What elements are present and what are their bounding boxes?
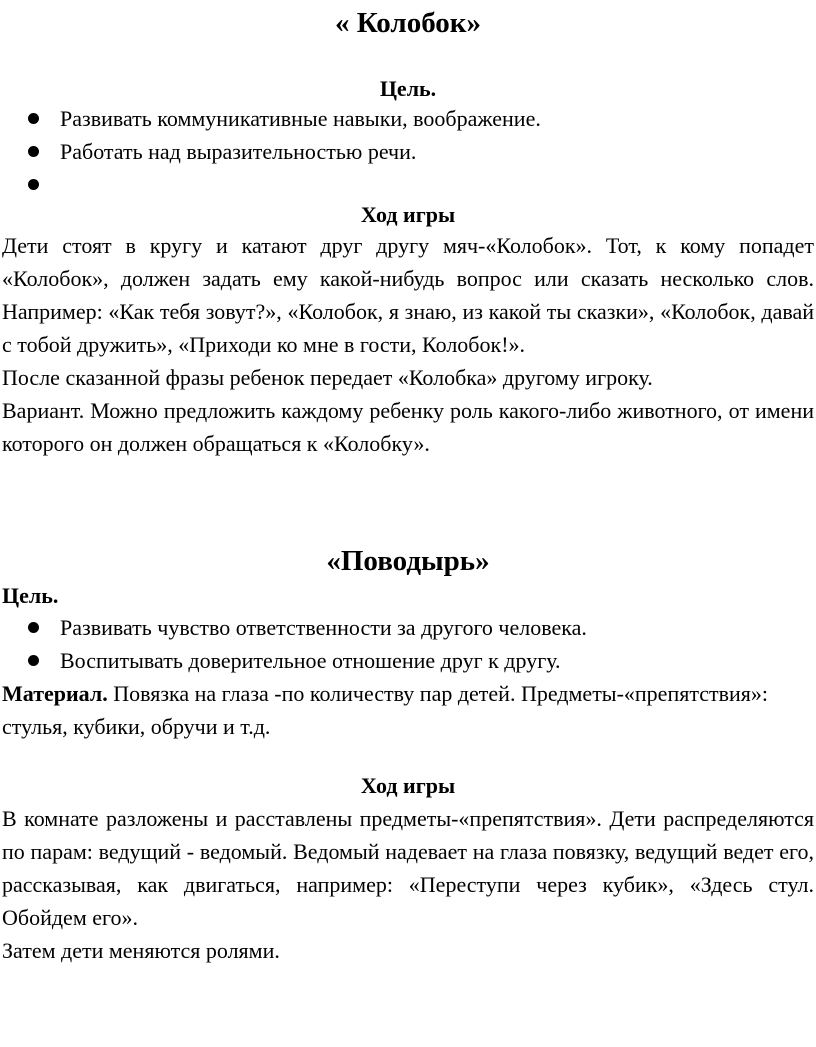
game2-progress-heading: Ход игры <box>360 773 456 798</box>
game2-paragraph: Затем дети меняются ролями. <box>2 938 280 963</box>
material-label: Материал. <box>2 681 108 706</box>
game1-paragraph: Дети стоят в кругу и катают друг другу мяч-«Колобок». Тот, к кому попадет «Колобок», должен задать ему какой-нибудь вопрос или сказать несколько слов. Например: «Как тебя зовут?», «Колобок, я знаю, из какой ты сказки», «Колобок, давай с тобой дружить», «Приходи ко мне в гости, Колобок!». <box>2 233 814 357</box>
material-text: Повязка на глаза -по количеству пар детей. Предметы-«препятствия»: стулья, кубики, обручи и т.д. <box>2 681 768 739</box>
list-item <box>0 611 816 644</box>
goal-text: Воспитывать доверительное отношение друг к другу. <box>60 648 561 673</box>
bullet-icon <box>28 146 39 157</box>
game2-body <box>2 802 814 967</box>
game2-paragraph: В комнате разложены и расставлены предметы-«препятствия». Дети распределяются по парам: ведущий - ведомый. Ведомый надевает на глаза повязку, ведущий ведет его, рассказывая, как двигаться, например: «Переступи через кубик», «Здесь стул. Обойдем его». <box>2 806 814 930</box>
game1-progress-heading: Ход игры <box>360 202 456 227</box>
goal-text: Развивать чувство ответственности за другого человека. <box>60 615 587 640</box>
game1-goal-heading: Цель. <box>379 76 437 101</box>
game1-goals-list <box>0 102 816 201</box>
game2-goal-heading: Цель. <box>2 583 59 608</box>
bullet-icon <box>28 113 39 124</box>
game1-paragraph: После сказанной фразы ребенок передает «Колобка» другому игроку. <box>2 365 653 390</box>
bullet-icon <box>28 622 39 633</box>
bullet-icon <box>28 179 39 190</box>
bullet-icon <box>28 655 39 666</box>
goal-text: Развивать коммуникативные навыки, воображение. <box>60 106 541 131</box>
list-item <box>0 168 816 201</box>
game1-paragraph: Вариант. Можно предложить каждому ребенку роль какого-либо животного, от имени которого он должен обращаться к «Колобку». <box>2 398 814 456</box>
list-item <box>0 644 816 677</box>
game2-material <box>2 677 814 743</box>
goal-text: Работать над выразительностью речи. <box>60 139 417 164</box>
game2-goals-list <box>0 611 816 677</box>
game1-body <box>2 229 814 460</box>
list-item <box>0 135 816 168</box>
game1-title: « Колобок» <box>334 7 482 39</box>
list-item <box>0 102 816 135</box>
game2-title: «Поводырь» <box>326 545 490 577</box>
